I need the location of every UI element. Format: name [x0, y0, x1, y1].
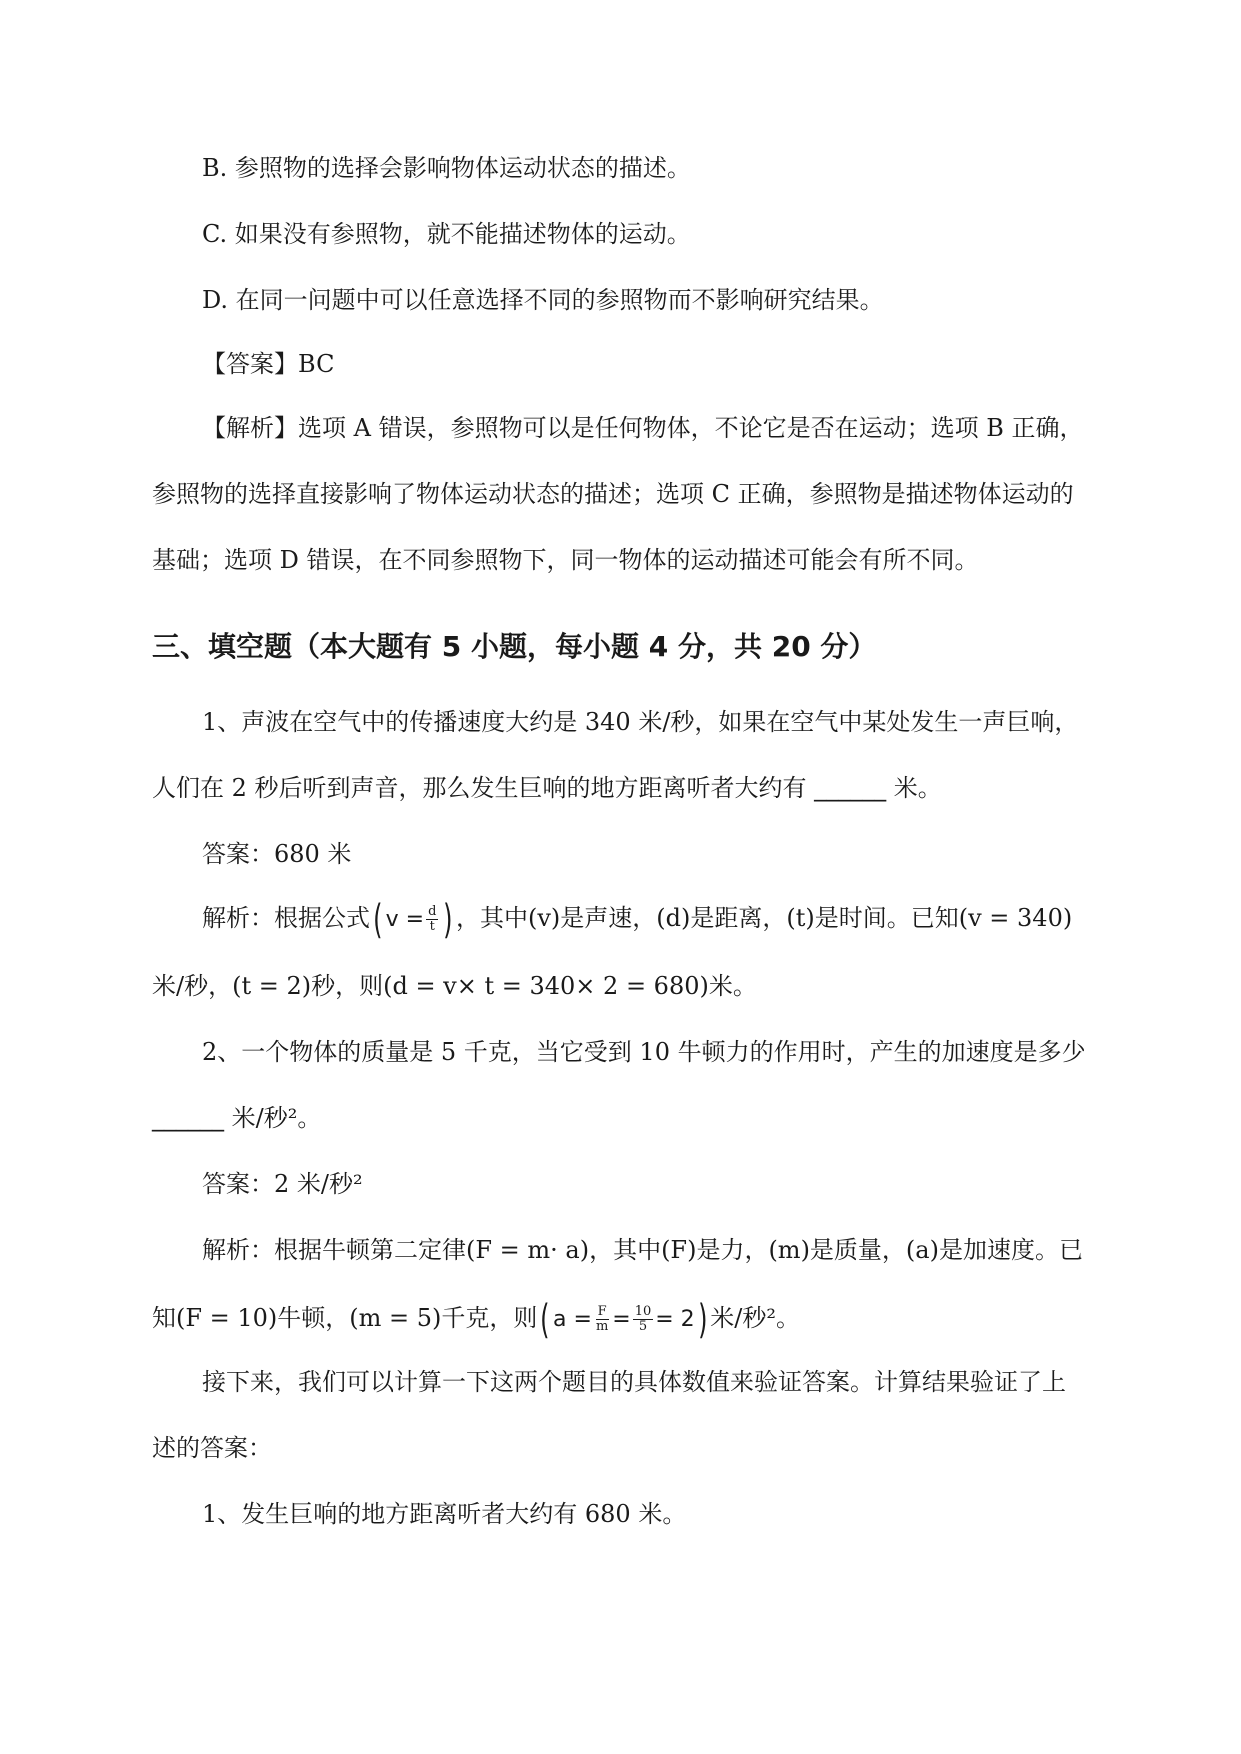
- fraction-10-over-5: [633, 1305, 654, 1334]
- q1-line-2-text: 人们在 2 秒后听到声音，那么发生巨响的地方距离听者大约有: [152, 774, 815, 802]
- q2-analysis-line-2: [152, 1296, 801, 1343]
- q2-line-2: [152, 1102, 321, 1134]
- fraction-numerator: 10: [634, 1304, 652, 1319]
- answer-label: 【答案】BC: [202, 350, 335, 378]
- option-d: D. 在同一问题中可以任意选择不同的参照物而不影响研究结果。: [202, 286, 884, 314]
- fraction-f-over-m: [594, 1305, 610, 1334]
- fraction-numerator: F: [597, 1304, 607, 1319]
- q2-answer: 答案：2 米/秒²: [202, 1170, 363, 1198]
- formula-equals: =: [612, 1307, 631, 1332]
- q1-answer: 答案：680 米: [202, 840, 352, 868]
- fraction-d-over-t: [426, 905, 438, 934]
- q1-line-1: 1、声波在空气中的传播速度大约是 340 米/秒，如果在空气中某处发生一声巨响，: [202, 708, 1079, 736]
- formula-v: v =: [385, 907, 425, 932]
- q1-answer-blank: ______: [814, 774, 887, 802]
- verify-line-2: 述的答案：: [152, 1434, 272, 1462]
- formula-result: = 2: [655, 1307, 695, 1332]
- option-c: C. 如果没有参照物，就不能描述物体的运动。: [202, 220, 691, 248]
- section-heading: 三、填空题（本大题有 5 小题，每小题 4 分，共 20 分）: [152, 630, 877, 663]
- q2-answer-blank: ______: [152, 1104, 224, 1132]
- analysis-line-3: 基础；选项 D 错误，在不同参照物下，同一物体的运动描述可能会有所不同。: [152, 546, 979, 574]
- formula-open-paren: (: [540, 1296, 550, 1343]
- analysis-line-2: 参照物的选择直接影响了物体运动状态的描述；选项 C 正确，参照物是描述物体运动的: [152, 480, 1074, 508]
- formula-open-paren: (: [373, 896, 383, 943]
- analysis-line-1: 【解析】选项 A 错误，参照物可以是任何物体，不论它是否在运动；选项 B 正确，: [202, 414, 1084, 442]
- fraction-denominator: m: [595, 1319, 609, 1334]
- q2-analysis-line-1: 解析：根据牛顿第二定律(F = m· a)，其中(F)是力，(m)是质量，(a)是加速度。已: [202, 1236, 1083, 1264]
- formula-a: a =: [553, 1307, 592, 1332]
- q2-analysis-unit: 米/秒²。: [710, 1304, 801, 1332]
- q1-analysis-prefix: 解析：根据公式: [202, 904, 370, 932]
- verify-line-3: 1、发生巨响的地方距离听者大约有 680 米。: [202, 1500, 687, 1528]
- q2-analysis-prefix: 知(F = 10)牛顿，(m = 5)千克，则: [152, 1304, 538, 1332]
- q1-analysis-line-1: [202, 896, 1073, 943]
- q1-analysis-rest: ，其中(v)是声速，(d)是距离，(t)是时间。已知(v = 340): [456, 904, 1073, 932]
- q2-unit: 米/秒²。: [224, 1104, 322, 1132]
- q1-analysis-line-2: 米/秒，(t = 2)秒，则(d = v× t = 340× 2 = 680)米。: [152, 972, 757, 1000]
- fraction-denominator: 5: [638, 1319, 648, 1334]
- formula-close-paren: ): [697, 1296, 708, 1343]
- fraction-denominator: t: [429, 919, 435, 934]
- q1-unit: 米。: [886, 774, 942, 802]
- fraction-numerator: d: [428, 904, 437, 919]
- verify-line-1: 接下来，我们可以计算一下这两个题目的具体数值来验证答案。计算结果验证了上: [202, 1368, 1066, 1396]
- q1-line-2: [152, 772, 942, 804]
- formula-close-paren: ): [443, 896, 453, 943]
- option-b: B. 参照物的选择会影响物体运动状态的描述。: [202, 154, 691, 182]
- q2-line-1: 2、一个物体的质量是 5 千克，当它受到 10 牛顿力的作用时，产生的加速度是多少: [202, 1038, 1086, 1066]
